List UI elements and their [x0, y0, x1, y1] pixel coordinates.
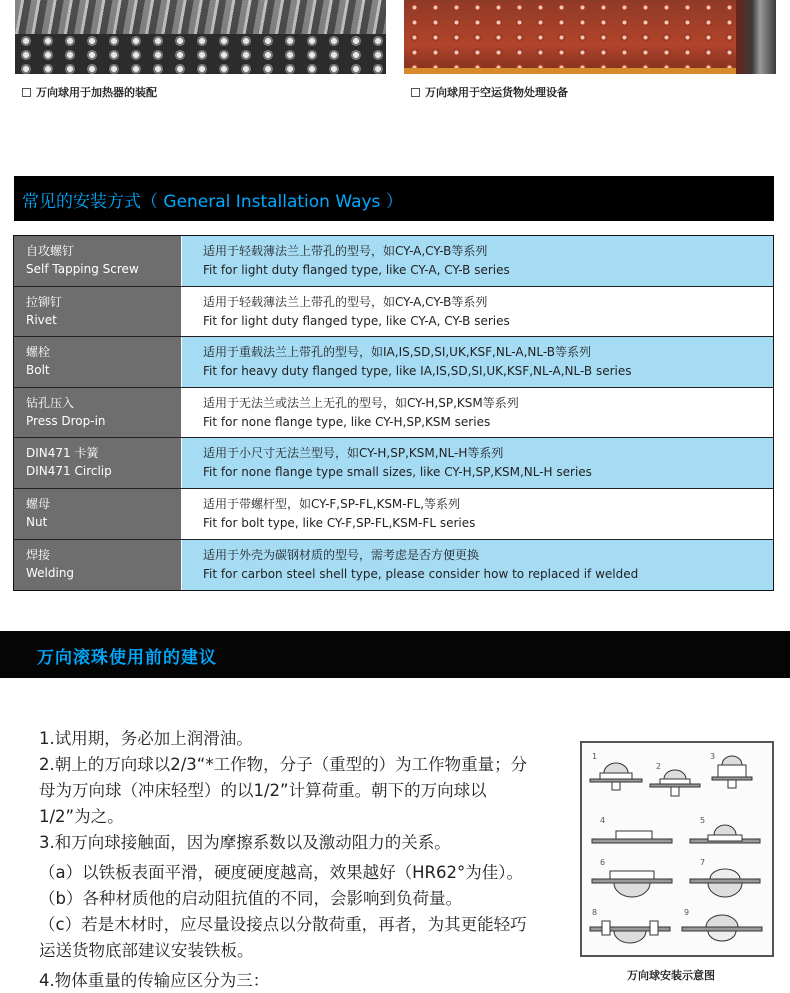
installation-diagram-drawing	[582, 743, 772, 955]
photo-caption-left: 万向球用于加热器的装配	[22, 84, 157, 100]
diagram-number: 6	[600, 858, 606, 867]
table-row	[14, 388, 773, 439]
diagram-number: 4	[600, 816, 606, 825]
diagram-number: 3	[710, 752, 716, 761]
table-row	[14, 236, 773, 287]
photo-caption-right: 万向球用于空运货物处理设备	[411, 84, 568, 100]
advice-line: （b）各种材质他的启动阻抗值的不同，会影响到负荷量。	[39, 889, 462, 908]
advice-line: 2.朝上的万向球以2/3“*工作物，分子（重型的）为工作物重量；分	[39, 755, 528, 774]
table-row	[14, 337, 773, 388]
table-row	[14, 540, 773, 591]
checkbox-square-icon	[411, 88, 420, 97]
table-row	[14, 287, 773, 338]
advice-line: （c）若是木材时，应尽量设接点以分散荷重，再者，为其更能轻巧	[39, 915, 527, 934]
diagram-number: 9	[684, 908, 690, 917]
checkbox-square-icon	[22, 88, 31, 97]
method-desc-cell: 适用于带螺杆型，如CY-F,SP-FL,KSM-FL,等系列 Fit for bolt type, like CY-F,SP-FL,KSM-FL series	[181, 489, 773, 539]
usage-advice-text	[39, 726, 579, 993]
diagram-number: 2	[656, 762, 662, 771]
advice-line: 1/2”为之。	[39, 807, 124, 826]
advice-line: （a）以铁板表面平滑，硬度硬度越高，效果越好（HR62°为佳）。	[39, 863, 523, 882]
table-row	[14, 489, 773, 540]
diagram-number: 8	[592, 908, 598, 917]
method-name-cell: 拉铆钉 Rivet	[14, 287, 181, 337]
installation-methods-table	[13, 235, 774, 591]
installation-ways-header	[14, 176, 774, 221]
advice-line: 3.和万向球接触面，因为摩擦系数以及激动阻力的关系。	[39, 833, 451, 852]
usage-advice-header	[0, 631, 790, 678]
section-title: 万向滚珠使用前的建议	[37, 648, 217, 668]
advice-line: 母为万向球（冲床轻型）的以1/2”计算荷重。朝下的万向球以	[39, 781, 487, 800]
diagram-number: 7	[700, 858, 706, 867]
advice-line: 1.试用期，务必加上润滑油。	[39, 729, 253, 748]
advice-line: 运送货物底部建议安装铁板。	[39, 941, 254, 960]
method-name-cell: DIN471 卡簧 DIN471 Circlip	[14, 438, 181, 488]
method-name-cell: 自攻螺钉 Self Tapping Screw	[14, 236, 181, 286]
heater-assembly-photo	[15, 0, 386, 74]
method-name-cell: 螺栓 Bolt	[14, 337, 181, 387]
diagram-number: 5	[700, 816, 706, 825]
method-desc-cell: 适用于小尺寸无法兰型号，如CY-H,SP,KSM,NL-H等系列 Fit for none flange type small sizes, like CY-H,SP,KSM,NL-H series	[181, 438, 773, 488]
method-name-cell: 螺母 Nut	[14, 489, 181, 539]
table-row	[14, 438, 773, 489]
advice-line: 4.物体重量的传输应区分为三：	[39, 971, 270, 990]
method-desc-cell: 适用于重载法兰上带孔的型号，如IA,IS,SD,SI,UK,KSF,NL-A,NL-B等系列 Fit for heavy duty flanged type, like IA,IS,SD,SI,UK,KSF,NL-A,NL-B series	[181, 337, 773, 387]
method-name-cell: 焊接 Welding	[14, 540, 181, 591]
method-desc-cell: 适用于轻载薄法兰上带孔的型号，如CY-A,CY-B等系列 Fit for light duty flanged type, like CY-A, CY-B series	[181, 236, 773, 286]
installation-diagram	[580, 741, 774, 957]
air-cargo-handling-photo	[404, 0, 776, 74]
method-desc-cell: 适用于轻载薄法兰上带孔的型号，如CY-A,CY-B等系列 Fit for light duty flanged type, like CY-A, CY-B series	[181, 287, 773, 337]
method-desc-cell: 适用于外壳为碳钢材质的型号，需考虑是否方便更换 Fit for carbon steel shell type, please consider how to replaced if welded	[181, 540, 773, 591]
method-name-cell: 钻孔压入 Press Drop-in	[14, 388, 181, 438]
section-title: 常见的安装方式（ General Installation Ways ）	[22, 192, 403, 212]
diagram-caption: 万向球安装示意图	[627, 969, 715, 982]
method-desc-cell: 适用于无法兰或法兰上无孔的型号，如CY-H,SP,KSM等系列 Fit for none flange type, like CY-H,SP,KSM series	[181, 388, 773, 438]
diagram-number: 1	[592, 752, 598, 761]
